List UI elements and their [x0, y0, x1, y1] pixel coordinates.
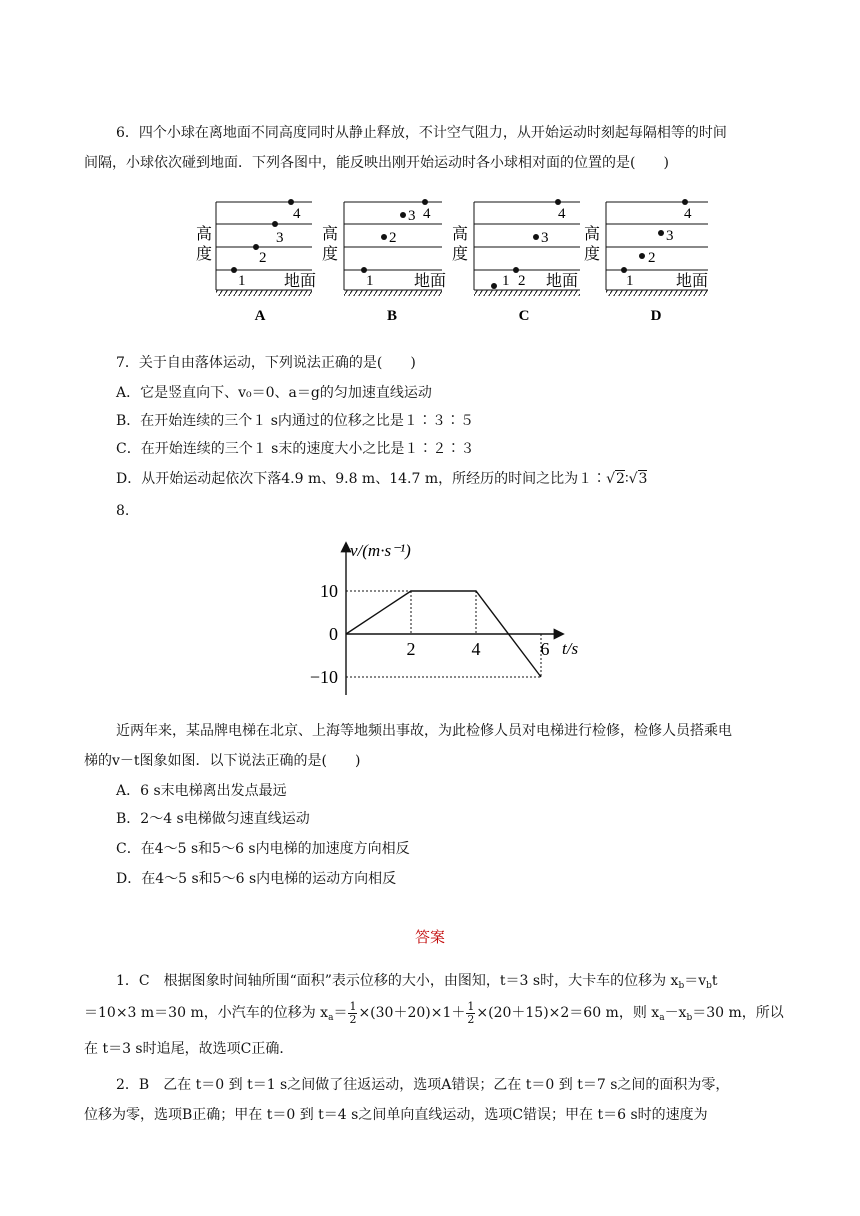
ground-label: 地面: [414, 273, 447, 290]
ball: [658, 230, 664, 236]
subscript: a: [328, 1013, 334, 1023]
answer-2-line1: 2．B 乙在 t＝0 到 t＝1 s之间做了往返运动，选项A错误；乙在 t＝0 到 t＝7 s之间的面积为零，: [116, 1077, 730, 1093]
axis-label-char: 高: [584, 226, 601, 243]
ball: [381, 234, 387, 240]
fraction-half: $\frac{1}{2}$: [349, 999, 357, 1026]
answers-title: 答案: [414, 928, 445, 946]
q8-stem-line2: 梯的v－t图象如图．以下说法正确的是( ): [84, 753, 361, 769]
panel-c: [452, 199, 580, 324]
ratio-sep: ∶: [624, 471, 629, 487]
ball: [639, 253, 645, 259]
answer-text: ×(30＋20)×1＋: [358, 1005, 466, 1021]
ball-label: 4: [293, 206, 301, 222]
answer-text: ＝: [333, 1005, 348, 1021]
answer-text: ＝10×3 m＝30 m，小汽车的位移为 x: [84, 1005, 329, 1021]
ball: [400, 212, 406, 218]
answer-text: ＝30 m，所以: [692, 1005, 784, 1021]
sqrt-3: 3: [638, 471, 648, 487]
q7-option-d-text: D．从开始运动起依次下落4.9 m、9.8 m、14.7 m，所经历的时间之比为１∶: [116, 471, 607, 487]
ground-label: 地面: [284, 273, 317, 290]
q7-option-a: A．它是竖直向下、v₀＝0、a＝g的匀加速直线运动: [116, 385, 432, 401]
answer-1-line3: 在 t＝3 s时追尾，故选项C正确．: [84, 1041, 294, 1057]
y-tick-label: 0: [329, 624, 338, 644]
ground-label: 地面: [546, 273, 579, 290]
answer-1-line1: [84, 966, 784, 1001]
ball-label: 3: [666, 228, 674, 244]
q8-option-d: D．在4～5 s和5～6 s内电梯的运动方向相反: [116, 871, 397, 887]
ball-label: 4: [684, 206, 692, 222]
y-tick-label: −10: [309, 667, 338, 687]
ball-label: 1: [502, 273, 510, 289]
ball-label: 3: [276, 230, 284, 246]
axis-label-char: 度: [584, 246, 601, 263]
ball-label: 3: [541, 230, 549, 246]
ball: [533, 234, 539, 240]
q7-option-c: C．在开始连续的三个１ s末的速度大小之比是１∶２∶３: [116, 441, 475, 457]
answer-text: ＝v: [684, 973, 707, 989]
ball-label: 1: [626, 273, 634, 289]
axis-label-char: 度: [452, 246, 469, 263]
ball-label: 3: [408, 208, 416, 224]
ball: [491, 283, 497, 289]
answer-1-line2: [84, 998, 784, 1033]
q8-option-b: B．2～4 s电梯做匀速直线运动: [116, 811, 310, 827]
answer-text: －x: [664, 1005, 687, 1021]
panel-b: [322, 199, 446, 324]
answer-text: t: [711, 973, 718, 989]
q8-number: 8.: [116, 503, 130, 519]
ball-label: 2: [389, 230, 397, 246]
ball: [555, 199, 561, 205]
panel-a: [196, 199, 316, 324]
subscript: a: [659, 1013, 665, 1023]
ball-label: 4: [558, 206, 566, 222]
q7-stem: 7．关于自由落体运动，下列说法正确的是( ): [116, 355, 416, 371]
axis-label-char: 度: [322, 246, 339, 263]
sqrt-2: 2: [616, 471, 625, 487]
subscript: b: [678, 981, 685, 991]
fraction-half: $\frac{1}{2}$: [467, 999, 475, 1026]
x-tick-label: 4: [471, 639, 481, 659]
ball: [272, 221, 278, 227]
axis-label-char: 高: [196, 226, 213, 243]
panel-caption: D: [650, 308, 662, 324]
ball-label: 1: [238, 273, 246, 289]
ball-label: 2: [518, 273, 526, 289]
x-axis-label: t/s: [562, 639, 579, 658]
q6-stem-line1: 6．四个小球在离地面不同高度同时从静止释放，不计空气阻力，从开始运动时刻起每隔相等的时间: [116, 125, 727, 141]
ball: [682, 199, 688, 205]
q8-stem-line1: 近两年来，某品牌电梯在北京、上海等地频出事故，为此检修人员对电梯进行检修，检修人员搭乘电: [116, 723, 732, 739]
ball-label: 2: [648, 250, 656, 266]
ball-label: 4: [423, 206, 431, 222]
panel-caption: A: [254, 308, 266, 324]
subscript: b: [706, 981, 712, 991]
axis-label-char: 高: [452, 226, 469, 243]
q7-option-b: B．在开始连续的三个１ s内通过的位移之比是１∶３∶５: [116, 413, 474, 429]
panel-caption: C: [518, 308, 530, 324]
q7-option-d: D．从开始运动起依次下落4.9 m、9.8 m、14.7 m，所经历的时间之比为１∶√2∶√3: [116, 471, 648, 487]
ball-label: 2: [259, 250, 267, 266]
axis-label-char: 度: [196, 246, 213, 263]
q8-option-a: A．6 s末电梯离出发点最远: [116, 783, 287, 799]
ball: [288, 199, 294, 205]
subscript: b: [686, 1013, 693, 1023]
ball: [422, 199, 428, 205]
q8-option-c: C．在4～5 s和5～6 s内电梯的加速度方向相反: [116, 841, 410, 857]
x-tick-label: 2: [406, 639, 416, 659]
y-axis-label: v/(m·s⁻¹): [350, 541, 411, 560]
ground-label: 地面: [676, 273, 709, 290]
vt-chart: [300, 530, 620, 702]
y-tick-label: 10: [320, 581, 338, 601]
q6-figure: [180, 190, 720, 330]
panel-caption: B: [386, 308, 398, 324]
answer-2-line2: 位移为零，选项B正确；甲在 t＝0 到 t＝4 s之间单向直线运动，选项C错误；甲在 t＝6 s时的速度为: [84, 1107, 708, 1123]
panel-d: [584, 199, 708, 324]
answer-text: ×(20＋15)×2＝60 m，则 x: [476, 1005, 660, 1021]
q6-stem-line2: 间隔，小球依次碰到地面．下列各图中，能反映出刚开始运动时各小球相对面的位置的是( ): [84, 155, 669, 171]
axis-label-char: 高: [322, 226, 339, 243]
answer-text: 1．C 根据图象时间轴所围“面积”表示位移的大小，由图知，t＝3 s时，大卡车的位移为 x: [116, 973, 679, 989]
ball: [231, 267, 237, 273]
x-tick-label: 6: [540, 639, 550, 659]
ball-label: 1: [366, 273, 374, 289]
